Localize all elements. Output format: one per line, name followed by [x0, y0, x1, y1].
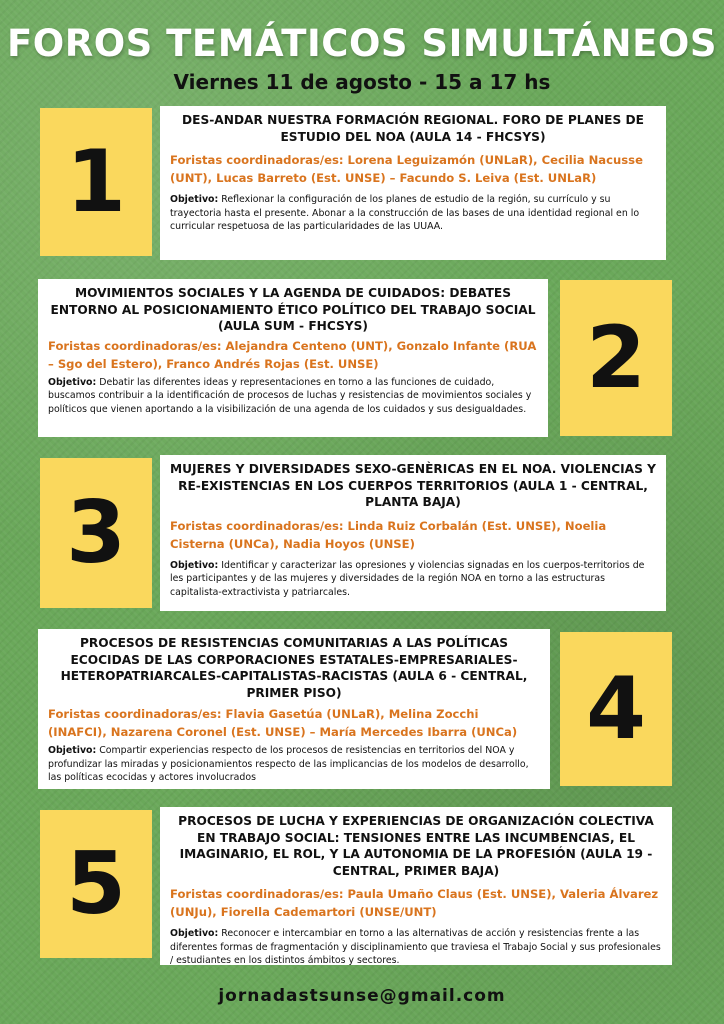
forum-coordinators: Foristas coordinadoras/es: Paula Umaño Claus (Est. UNSE), Valeria Álvarez (UNJu), Fiorella Cademartori (UNSE/UNT)	[170, 887, 659, 919]
forum-objective	[170, 927, 662, 968]
forum-card-2	[38, 279, 548, 437]
forum-coordinators: Foristas coordinadoras/es: Alejandra Centeno (UNT), Gonzalo Infante (RUA – Sgo del Estero), Franco Andrés Rojas (Est. UNSE)	[48, 338, 537, 371]
objective-text: Identificar y caracterizar las opresiones y violencias signadas en los cuerpos-territorios de les participantes y de las mujeres y diversidades de la región NOA en torno a las estructuras capitalista-extractivista y patriarcales.	[170, 559, 645, 598]
objective-label: Objetivo:	[48, 745, 97, 756]
forum-number-3: 3	[40, 458, 152, 608]
forum-coordinators: Foristas coordinadoras/es: Flavia Gasetúa (UNLaR), Melina Zocchi (INAFCI), Nazarena Coronel (Est. UNSE) – María Mercedes Ibarra (UNCa)	[48, 707, 518, 739]
event-date: Viernes 11 de agosto - 15 a 17 hs	[173, 70, 551, 94]
forum-coordinators: Foristas coordinadoras/es: Lorena Leguizamón (UNLaR), Cecilia Nacusse (UNT), Lucas Barreto (Est. UNSE) – Facundo S. Leiva (Est. UNLaR)	[170, 153, 643, 185]
contact-email[interactable]: jornadastsunse@gmail.com	[218, 986, 506, 1006]
forum-number-1: 1	[40, 108, 152, 256]
forum-objective	[170, 559, 656, 600]
objective-text: Reflexionar la configuración de los planes de estudio de la región, su currículo y su trayectoria hasta el presente. Abonar a la construcción de las bases de una identidad regional en lo curricular respetuosa de las particularidades de las UUAA.	[170, 194, 640, 233]
objective-label: Objetivo:	[48, 376, 97, 388]
objective-label: Objetivo:	[170, 559, 219, 571]
objective-text: Debatir las diferentes ideas y representaciones en torno a las funciones de cuidado, buscamos contribuir a la identificación de procesos de luchas y resistencias de movimientos sociales y políticos que vienen aportando a la visibilización de una agenda de los cuidados y sus desigualdades.	[48, 376, 532, 415]
forum-card-5	[160, 807, 672, 965]
forum-title: PROCESOS DE RESISTENCIAS COMUNITARIAS A LAS POLÍTICAS ECOCIDAS DE LAS CORPORACIONES ESTATALES-EMPRESARIALES-HETEROPATRIARCALES-CAPITALISTAS-RACISTAS (AULA 6 - CENTRAL, PRIMER PISO)	[60, 636, 528, 700]
forum-card-3	[160, 455, 666, 611]
forum-card-4	[38, 629, 550, 789]
forum-objective	[48, 744, 540, 785]
forum-number-2: 2	[560, 280, 672, 436]
forum-card-1	[160, 106, 666, 260]
forum-coordinators: Foristas coordinadoras/es: Linda Ruiz Corbalán (Est. UNSE), Noelia Cisterna (UNCa), Nadia Hoyos (UNSE)	[170, 518, 607, 551]
forum-title: DES-ANDAR NUESTRA FORMACIÓN REGIONAL. FORO DE PLANES DE ESTUDIO DEL NOA (AULA 14 - FHCSYS)	[182, 113, 644, 144]
forum-number-5: 5	[40, 810, 152, 958]
forum-objective	[170, 193, 656, 234]
page-title: FOROS TEMÁTICOS SIMULTÁNEOS	[6, 22, 717, 65]
forum-title: MUJERES Y DIVERSIDADES SEXO-GENÈRICAS EN EL NOA. VIOLENCIAS Y RE-EXISTENCIAS EN LOS CUERPOS TERRITORIOS (AULA 1 - CENTRAL, PLANTA BAJA)	[170, 462, 656, 509]
objective-label: Objetivo:	[170, 928, 219, 939]
objective-text: Reconocer e intercambiar en torno a las alternativas de acción y resistencias frente a las diferentes formas de fragmentación y disciplinamiento que traviesa el Trabajo Social y sus profesionales / estudiantes en los distintos ámbitos y sectores.	[170, 928, 661, 967]
forum-objective	[48, 376, 538, 417]
objective-label: Objetivo:	[170, 194, 219, 205]
forum-title: PROCESOS DE LUCHA Y EXPERIENCIAS DE ORGANIZACIÓN COLECTIVA EN TRABAJO SOCIAL: TENSIONES ENTRE LAS INCUMBENCIAS, EL IMAGINARIO, EL ROL, Y LA AUTONOMIA DE LA PROFESIÓN (AULA 19 - CENTRAL, PRIMER BAJA)	[178, 814, 654, 878]
forum-title: MOVIMIENTOS SOCIALES Y LA AGENDA DE CUIDADOS: DEBATES ENTORNO AL POSICIONAMIENTO ÉTICO POLÍTICO DEL TRABAJO SOCIAL (AULA SUM - FHCSYS)	[50, 286, 536, 333]
forum-number-4: 4	[560, 632, 672, 786]
objective-text: Compartir experiencias respecto de los procesos de resistencias en territorios del NOA y profundizar las miradas y posicionamientos respecto de las implicancias de los modelos de desarrollo, las políticas ecocidas y actores involucrados	[48, 745, 529, 784]
